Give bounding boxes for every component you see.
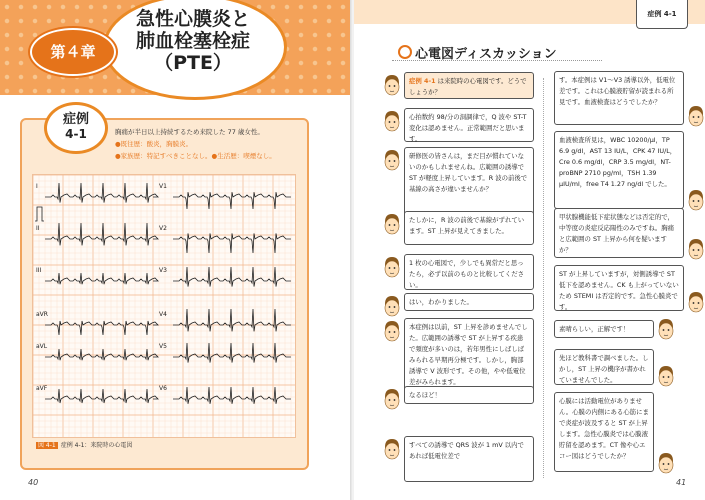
dialog-bubble	[404, 318, 534, 396]
ecg-figure	[32, 174, 296, 438]
doctor-avatar-icon	[382, 74, 402, 96]
ecg-lead-label: I	[36, 183, 38, 190]
ecg-lead-label: V4	[159, 311, 167, 318]
ecg-lead-label: V2	[159, 225, 167, 232]
section-title-text: 心電図ディスカッション	[415, 47, 557, 62]
dialog-text: 甲状腺機能低下症状態などは否定的で，中等度の炎症反応陽性のみですね。胸痛と広範囲の ST 上昇から何を疑いますか？	[559, 213, 675, 254]
ecg-lead-label: II	[36, 225, 40, 232]
case-tag: 症例 4-1	[409, 77, 436, 85]
resident-avatar-icon	[382, 295, 402, 317]
title-line-3: （PTE）	[154, 52, 232, 74]
resident-avatar-icon	[382, 213, 402, 235]
case-tab: 症例 4-1	[636, 0, 688, 29]
ecg-lead-label: aVL	[36, 343, 48, 350]
dialog-text: 心膜には活動電位がありません。心膜の内側にある心筋にまで炎症が波及すると ST が上昇します。急性心膜炎では心膜液貯留を認めます。CT 像や心エコー図はどうでしたか？	[559, 397, 649, 460]
resident-avatar-icon	[656, 365, 676, 387]
dialog-bubble	[554, 71, 684, 125]
dialog-bubble	[404, 386, 534, 404]
dialog-bubble	[554, 265, 684, 311]
dialog-bubble	[554, 349, 654, 385]
case-number: 4-1	[65, 127, 87, 141]
dialog-bubble	[554, 131, 684, 209]
figure-caption-text: 症例 4-1：来院時の心電図	[60, 442, 133, 449]
ecg-lead-label: aVR	[36, 311, 48, 318]
resident-avatar-icon	[382, 320, 402, 342]
resident-avatar-icon	[382, 438, 402, 460]
chapter-badge: 第４章	[30, 28, 116, 76]
page-number-right: 41	[676, 478, 687, 487]
dialog-text: 心拍数約 98/分の洞調律で，Q 波や ST-T 変化は認めません。正常範囲だと思います。	[409, 113, 527, 143]
dialog-bubble	[554, 392, 654, 472]
patient-history	[115, 126, 305, 162]
ring-icon	[398, 45, 412, 59]
dialog-bubble	[554, 208, 684, 258]
chapter-title	[113, 8, 273, 74]
dialog-text: 本症例は以前，ST 上昇を診めませんでした。広範囲の誘導で ST が上昇する疾患で頻度が多いのは，若年男性にしばしばみられる早期再分極です。しかし，胸部誘導で V 波形です。その他，やや低電位差がみられます。	[409, 323, 528, 386]
ecg-lead-label: V1	[159, 183, 167, 190]
history-family: ●家族歴：特記すべきことなし。●生活歴：喫煙なし。	[115, 152, 276, 160]
dialog-bubble	[404, 108, 534, 142]
resident-avatar-icon	[382, 149, 402, 171]
dialog-bubble	[404, 436, 534, 482]
resident-avatar-icon	[382, 110, 402, 132]
dialog-bubble	[404, 211, 534, 245]
resident-avatar-icon	[382, 388, 402, 410]
ecg-calibration-pulse	[35, 207, 44, 221]
resident-avatar-icon	[686, 291, 705, 313]
right-page	[354, 0, 705, 500]
left-page	[0, 0, 352, 500]
page-number-left: 40	[28, 478, 39, 487]
dialog-text: ST が上昇していますが，対側誘導で ST 低下を認めません。CK も上がっていないため STEMI は否定的です。急性心膜炎です。	[559, 270, 679, 311]
column-divider	[543, 78, 544, 478]
figure-caption	[36, 440, 132, 449]
title-line-1: 急性心膜炎と	[135, 8, 250, 30]
title-line-2: 肺血栓塞栓症	[135, 30, 250, 52]
dialog-text: 素晴らしい，正解です！	[559, 325, 630, 333]
dialog-text: 研修医の皆さんは，まだ目が慣れていないのかもしれませんね。広範囲の誘導で ST が軽度上昇しています。R 波の前後で基線の高さが違いませんか？	[409, 152, 528, 193]
dialog-text: 血液検査所見は，WBC 10200/μl，TP 6.9 g/dl，AST 13 IU/L，CPK 47 IU/L，Cre 0.6 mg/dl，CRP 3.5 mg/dl，NT-proBNP 2710 pg/ml，TSH 1.39 μIU/ml，free T4 1.27 ng/dl でした。	[559, 136, 677, 188]
dialog-text: たしかに，R 波の前後で基線がずれています。ST 上昇が見えてきました。	[409, 216, 525, 235]
resident-avatar-icon	[686, 189, 705, 211]
section-divider	[392, 60, 602, 61]
dialog-text: 先ほど教科書で調べました。しかし，ST 上昇の機序が書かれていませんでした。	[559, 354, 649, 384]
resident-avatar-icon	[382, 256, 402, 278]
ecg-trace-grid	[33, 175, 295, 437]
dialog-text: す。本症例は V1～V3 誘導以外，低電位差です。これは心膜液貯留が読まれる所見です。血液検査はどうでしたか？	[559, 76, 676, 106]
dialog-text: なるほど！	[409, 391, 441, 399]
case-badge	[44, 102, 108, 154]
case-label: 症例	[62, 112, 89, 127]
ecg-lead-label: V6	[159, 385, 167, 392]
ecg-lead-label: V3	[159, 267, 167, 274]
dialog-bubble	[404, 293, 534, 311]
resident-avatar-icon	[656, 318, 676, 340]
dialog-bubble	[404, 254, 534, 290]
history-past: ●既往歴：酸炎，胸膜炎。	[115, 140, 193, 148]
ecg-lead-label: III	[36, 267, 42, 274]
dialog-text: は来院時の心電図です。どうでしょうか？	[409, 77, 527, 96]
dialog-bubble	[554, 320, 654, 338]
dialog-bubble	[404, 72, 534, 99]
resident-avatar-icon	[686, 238, 705, 260]
resident-avatar-icon	[686, 105, 705, 127]
dialog-text: 1 枚の心電図で，少しでも異常だと思ったら，必ず以前のものと比較してください。	[409, 259, 525, 289]
figure-tag: 図 4-1	[38, 442, 56, 449]
resident-avatar-icon	[656, 452, 676, 474]
ecg-lead-label: V5	[159, 343, 167, 350]
dialog-text: はい，わかりました。	[409, 298, 473, 306]
dialog-text: すべての誘導で QRS 波が 1 mV 以内であれば低電位差で	[409, 441, 524, 460]
history-intro: 胸痛が半日以上持続するため来院した 77 歳女性。	[115, 128, 264, 136]
ecg-lead-label: aVF	[36, 385, 48, 392]
